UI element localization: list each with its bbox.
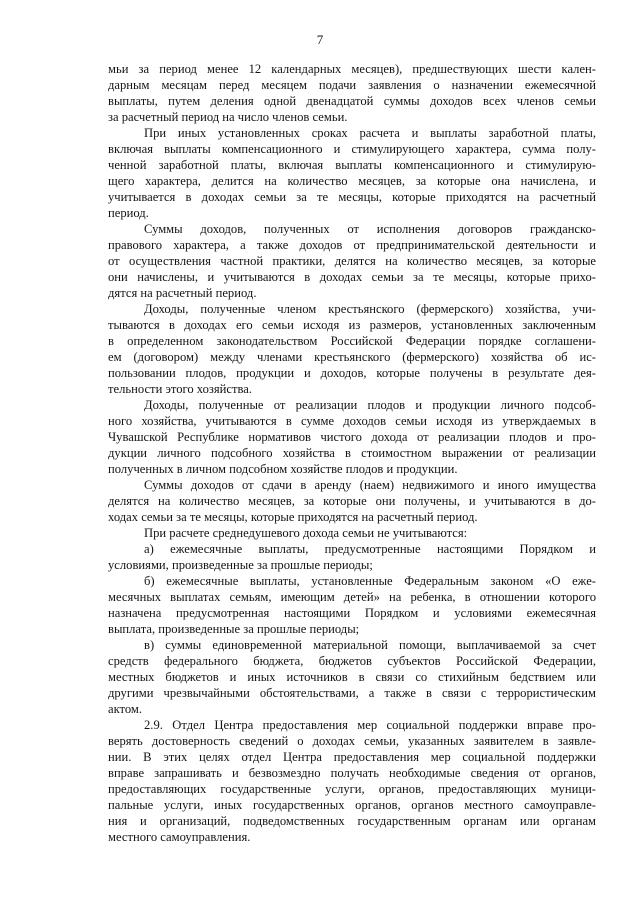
- text-line: Суммы доходов от сдачи в аренду (наем) недвижимого и иного имущества: [144, 478, 596, 492]
- text-line: выплаты, путем деления одной двенадцатой суммы доходов всех членов семьи: [108, 94, 596, 108]
- text-line: дятся на расчетный период.: [108, 286, 257, 300]
- text-line: в) суммы единовременной материальной помощи, выплачиваемой за счет: [144, 638, 596, 652]
- text-line: местных бюджетов и иных источников в связи со стихийным бедствием или: [108, 670, 596, 684]
- text-line: Чувашской Республике нормативов чистого дохода от реализации плодов и про-: [108, 430, 596, 444]
- text-line: они начислены, и учитываются в доходах семьи за те месяцы, которые прихо-: [108, 270, 596, 284]
- text-line: дукции личного подсобного хозяйства в стоимостном выражении от реализации: [108, 446, 596, 460]
- text-line: а) ежемесячные выплаты, предусмотренные настоящими Порядком и: [144, 542, 596, 556]
- text-line: тельности этого хозяйства.: [108, 382, 253, 396]
- text-line: При иных установленных сроках расчета и выплаты заработной платы,: [144, 126, 596, 140]
- text-line: 2.9. Отдел Центра предоставления мер социальной поддержки вправе про-: [144, 718, 596, 732]
- text-line: Доходы, полученные от реализации плодов и продукции личного подсоб-: [144, 398, 596, 412]
- text-line: актом.: [108, 702, 143, 716]
- text-line: в определенном законодательством Российской Федерации порядке соглашени-: [108, 334, 596, 348]
- text-line: Суммы доходов, полученных от исполнения договоров гражданско-: [144, 222, 596, 236]
- text-line: мьи за период менее 12 календарных месяцев), предшествующих шести кален-: [108, 62, 596, 76]
- text-line: тываются в доходах его семьи исходя из размеров, установленных заключенным: [108, 318, 596, 332]
- text-line: б) ежемесячные выплаты, установленные Федеральным законом «О еже-: [144, 574, 596, 588]
- text-line: делятся на количество месяцев, за которые они получены, и учитываются в до-: [108, 494, 596, 508]
- body-text: [108, 61, 596, 845]
- text-line: пальные услуги, иных государственных органов, органов местного самоуправле-: [108, 798, 596, 812]
- text-line: правового характера, а также доходов от предпринимательской деятельности и: [108, 238, 596, 252]
- text-line: ного хозяйства, учитываются в сумме доходов семьи исходя из утверждаемых в: [108, 414, 596, 428]
- text-line: включая выплаты компенсационного и стимулирующего характера, сумма полу-: [108, 142, 596, 156]
- text-line: другими чрезвычайными обстоятельствами, а также в связи с террористическим: [108, 686, 596, 700]
- text-line: Доходы, полученные членом крестьянского (фермерского) хозяйства, учи-: [144, 302, 596, 316]
- text-line: ем (договором) между членами крестьянского (фермерского) хозяйства об ис-: [108, 350, 596, 364]
- text-line: При расчете среднедушевого дохода семьи не учитываются:: [144, 526, 468, 540]
- text-line: за расчетный период на число членов семьи.: [108, 110, 348, 124]
- text-line: период.: [108, 206, 149, 220]
- text-line: пользовании плодов, продукции и доходов, которые получены в результате дея-: [108, 366, 596, 380]
- text-line: полученных в личном подсобном хозяйстве плодов и продукции.: [108, 462, 458, 476]
- text-line: назначена предусмотренная настоящими Порядком и условиями ежемесячная: [108, 606, 596, 620]
- text-line: нии. В этих целях отдел Центра предоставления мер социальной поддержки: [108, 750, 596, 764]
- text-line: ходах семьи за те месяцы, которые приходятся на расчетный период.: [108, 510, 478, 524]
- text-line: от осуществления частной практики, делятся на количество месяцев, за которые: [108, 254, 596, 268]
- text-line: ченной заработной платы, включая выплаты компенсационного и стимулирую-: [108, 158, 596, 172]
- page-number: 7: [316, 32, 324, 47]
- text-line: ния и организаций, подведомственных государственным органам или органам: [108, 814, 596, 828]
- text-line: вправе запрашивать и безвозмездно получать необходимые сведения от органов,: [108, 766, 596, 780]
- text-line: условиями, произведенные за прошлые периоды;: [108, 558, 373, 572]
- text-line: учитывается в доходах семьи за те месяцы, которые приходятся на расчетный: [108, 190, 596, 204]
- text-line: дарным месяцам перед месяцем подачи заявления о назначении ежемесячной: [108, 78, 596, 92]
- text-line: средств федерального бюджета, бюджетов субъектов Российской Федерации,: [108, 654, 596, 668]
- text-line: предоставляющих государственные услуги, органов, предоставляющих муници-: [108, 782, 596, 796]
- text-line: выплата, произведенные за прошлые периоды;: [108, 622, 360, 636]
- text-line: щего характера, делится на количество месяцев, за которые она начислена, и: [108, 174, 596, 188]
- text-line: верять достоверность сведений о доходах семьи, указанных заявителем в заявле-: [108, 734, 596, 748]
- text-line: месячных выплатах семьям, имеющим детей» на ребенка, в отношении которого: [108, 590, 596, 604]
- text-line: местного самоуправления.: [108, 830, 251, 844]
